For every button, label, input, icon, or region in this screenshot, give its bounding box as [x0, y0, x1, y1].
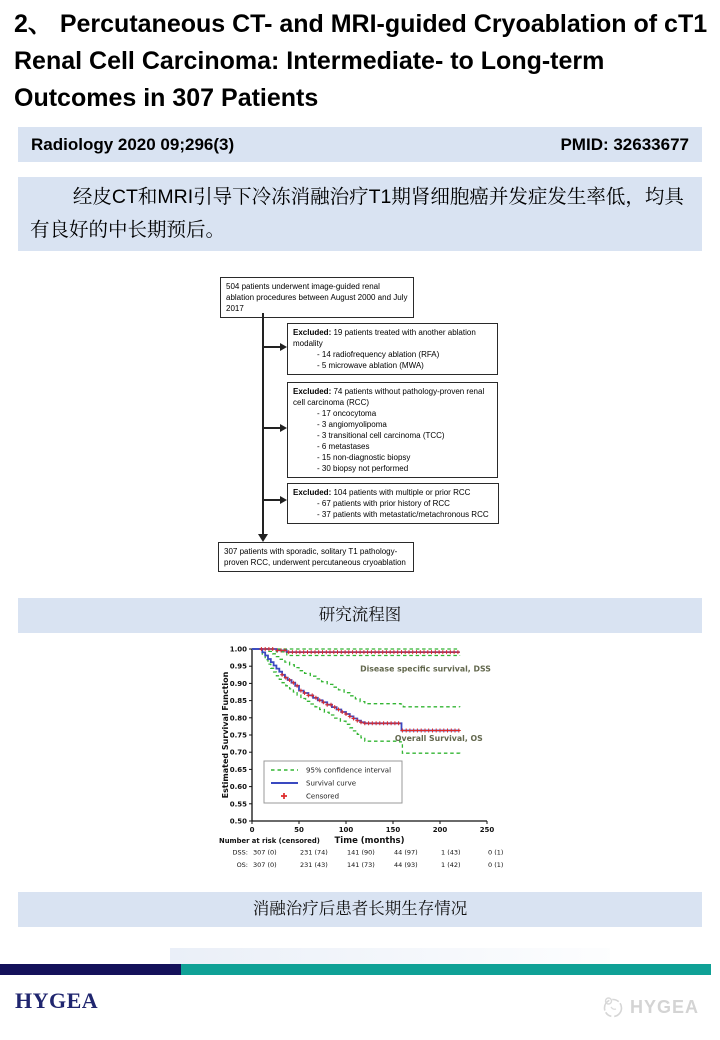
series-OS-survival — [252, 649, 460, 731]
flow-excluded-2-item: - 3 transitional cell carcinoma (TCC) — [317, 431, 445, 440]
svg-text:1 (42): 1 (42) — [441, 861, 461, 869]
flow-excluded-1-item: - 14 radiofrequency ablation (RFA) — [317, 350, 440, 359]
svg-text:44 (97): 44 (97) — [394, 848, 418, 857]
svg-text:95% confidence interval: 95% confidence interval — [306, 766, 392, 775]
svg-text:307 (0): 307 (0) — [253, 861, 277, 869]
flow-excluded-3-head — [293, 487, 493, 498]
survival-chart-caption: 消融治疗后患者长期生存情况 — [18, 892, 702, 927]
flow-excluded-3-item: - 37 patients with metastatic/metachronous RCC — [317, 510, 489, 519]
svg-text:141 (90): 141 (90) — [347, 848, 375, 857]
survival-chart — [215, 642, 505, 882]
flow-excluded-3-text: 104 patients with multiple or prior RCC — [331, 488, 471, 497]
brand-logo-text: HYGEA — [15, 988, 99, 1013]
flow-arrow-right-3 — [280, 496, 287, 504]
svg-text:0.95: 0.95 — [229, 662, 247, 671]
flow-diagram-caption: 研究流程图 — [18, 598, 702, 633]
svg-text:231 (74): 231 (74) — [300, 848, 328, 857]
excluded-label: Excluded: — [293, 328, 332, 337]
flow-excluded-2-item: - 30 biopsy not performed — [317, 464, 409, 473]
flow-box-excluded-2 — [287, 382, 498, 478]
chart-xlabel: Time (months) — [334, 836, 405, 846]
flow-excluded-2-head — [293, 386, 492, 408]
svg-text:44 (93): 44 (93) — [394, 861, 418, 869]
flow-excluded-2-item: - 17 oncocytoma — [317, 409, 377, 418]
svg-text:Survival curve: Survival curve — [306, 779, 357, 788]
flow-box-final-cohort — [218, 542, 414, 572]
svg-text:0.50: 0.50 — [229, 817, 247, 826]
svg-text:0.55: 0.55 — [229, 800, 247, 809]
svg-text:0.90: 0.90 — [229, 679, 247, 688]
flow-box-enrolled — [220, 277, 414, 318]
flow-arrow-right-2 — [280, 424, 287, 432]
svg-text:307 (0): 307 (0) — [253, 848, 277, 857]
pmid-label: PMID: 32633677 — [560, 134, 689, 154]
svg-text:50: 50 — [294, 826, 304, 834]
watermark — [602, 995, 699, 1019]
chart-annotation: Disease specific survival, DSS — [360, 664, 491, 674]
excluded-label: Excluded: — [293, 387, 332, 396]
svg-text:Number at risk (censored): Number at risk (censored) — [219, 837, 320, 845]
flow-excluded-1-item: - 5 microwave ablation (MWA) — [317, 361, 424, 370]
footer-bar-navy — [0, 964, 181, 975]
svg-text:0.85: 0.85 — [229, 697, 247, 706]
censor-marks-DSS-survival — [259, 647, 460, 654]
svg-text:Censored: Censored — [306, 792, 340, 801]
footer-glow-decoration — [170, 948, 610, 964]
abstract-summary-text: 经皮CT和MRI引导下冷冻消融治疗T1期肾细胞癌并发症发生率低，均具有良好的中长期预后。 — [30, 186, 684, 241]
svg-text:0 (1): 0 (1) — [488, 848, 504, 857]
svg-text:0.75: 0.75 — [229, 731, 247, 740]
svg-text:DSS:: DSS: — [232, 848, 248, 857]
flow-box-excluded-1 — [287, 323, 498, 375]
flow-excluded-1-text: 19 patients treated with another ablation modality — [293, 328, 476, 348]
flow-arrow-down — [258, 534, 268, 542]
chart-legend — [264, 761, 402, 803]
flow-excluded-2-item: - 3 angiomyolipoma — [317, 420, 387, 429]
flow-excluded-1-head — [293, 327, 492, 349]
svg-text:231 (43): 231 (43) — [300, 861, 328, 869]
study-flow-diagram — [0, 270, 720, 592]
hygea-watermark-icon — [602, 995, 624, 1019]
svg-text:0.60: 0.60 — [229, 783, 247, 792]
censor-marks-OS-survival — [280, 673, 461, 733]
footer-bar-teal — [181, 964, 711, 975]
svg-text:1.00: 1.00 — [229, 645, 247, 654]
flow-box-enrolled-text: 504 patients underwent image-guided renal ablation procedures between August 2000 and July 2017 — [226, 282, 408, 313]
svg-text:141 (73): 141 (73) — [347, 861, 375, 869]
paper-title: 2、 Percutaneous CT- and MRI-guided Cryoablation of cT1 Renal Cell Carcinoma: Intermediate- to Long-term Outcomes in 307 Patients — [14, 10, 708, 112]
flow-box-final-cohort-text: 307 patients with sporadic, solitary T1 pathology-proven RCC, underwent percutaneous cryoablation — [224, 547, 406, 567]
svg-text:1 (43): 1 (43) — [441, 848, 461, 857]
svg-text:0.65: 0.65 — [229, 765, 247, 774]
flow-excluded-3-item: - 67 patients with prior history of RCC — [317, 499, 450, 508]
flow-excluded-2-item: - 15 non-diagnostic biopsy — [317, 453, 411, 462]
abstract-summary-box — [18, 177, 702, 251]
svg-text:OS:: OS: — [236, 861, 248, 869]
svg-text:250: 250 — [479, 826, 495, 834]
journal-citation: Radiology 2020 09;296(3) — [31, 134, 235, 154]
flow-excluded-2-item: - 6 metastases — [317, 442, 370, 451]
svg-text:200: 200 — [432, 826, 448, 834]
series-OS-ci-upper — [252, 649, 460, 707]
svg-text:0.80: 0.80 — [229, 714, 247, 723]
excluded-label: Excluded: — [293, 488, 332, 497]
svg-text:100: 100 — [338, 826, 354, 834]
watermark-label: HYGEA — [630, 996, 700, 1017]
flow-box-excluded-3 — [287, 483, 499, 524]
flow-excluded-2-text: 74 patients without pathology-proven renal cell carcinoma (RCC) — [293, 387, 485, 407]
svg-text:0.70: 0.70 — [229, 748, 247, 757]
svg-text:150: 150 — [385, 826, 401, 834]
journal-bar — [18, 127, 702, 162]
svg-text:0 (1): 0 (1) — [488, 861, 504, 869]
flow-arrow-right-1 — [280, 343, 287, 351]
svg-text:0: 0 — [249, 826, 255, 834]
chart-ylabel: Estimated Survival Function — [221, 671, 230, 799]
chart-annotation: Overall Survival, OS — [394, 733, 483, 743]
